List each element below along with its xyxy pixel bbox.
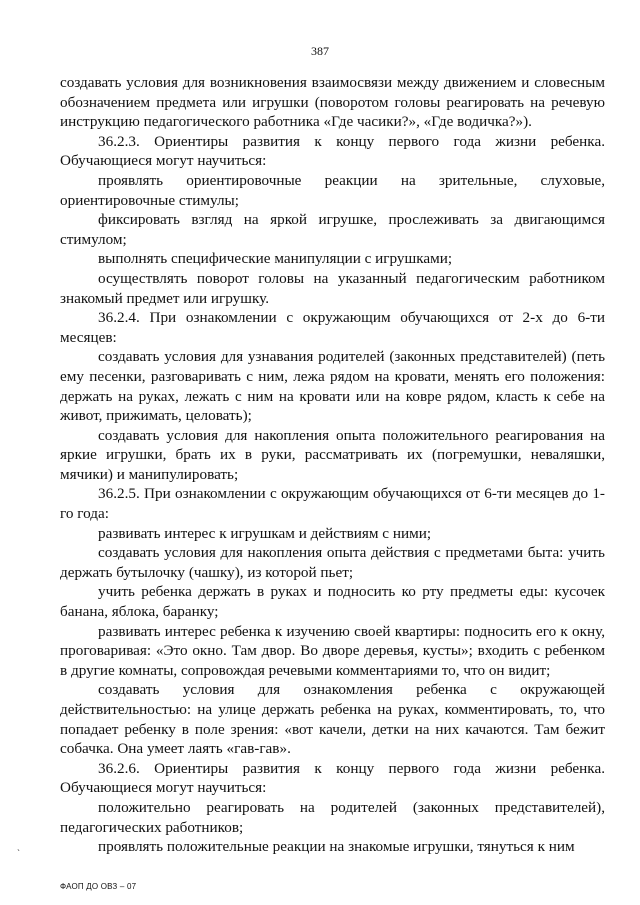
paragraph: выполнять специфические манипуляции с игрушками; bbox=[98, 250, 453, 268]
page-body bbox=[60, 73, 605, 857]
paragraph: учить ребенка держать в руках и подносить ко рту предметы еды: кусочек банана, яблока, баранку; bbox=[60, 583, 605, 621]
paragraph: создавать условия для накопления опыта действия с предметами быта: учить держать бутылочку (чашку), из которой пьет; bbox=[60, 544, 605, 581]
paragraph: проявлять ориентировочные реакции на зрительные, слуховые, ориентировочные стимулы; bbox=[60, 171, 605, 209]
paragraph: осуществлять поворот головы на указанный педагогическим работником знакомый предмет или игрушку. bbox=[60, 269, 605, 307]
paragraph: 36.2.4. При ознакомлении с окружающим обучающихся от 2-х до 6-ти месяцев: bbox=[60, 309, 605, 346]
paragraph: развивать интерес ребенка к изучению своей квартиры: подносить его к окну, проговаривая: «Это окно. Там двор. Во дворе деревья, кусты»; входить с ребенком в другие комнаты, сопровождая речевыми комментариями то, что он видит; bbox=[60, 622, 605, 679]
paragraph: создавать условия для ознакомления ребенка с окружающей действительностью: на улице держать ребенка на руках, комментировать, то, что попадает ребенку в поле зрения: «вот качели, детки на них качаются. Там бежит собачка. Она умеет лаять «гав-гав». bbox=[60, 681, 605, 758]
margin-mark: ˎ bbox=[17, 841, 20, 851]
paragraph: фиксировать взгляд на яркой игрушке, прослеживать за двигающимся стимулом; bbox=[60, 211, 605, 248]
footer-label: ФАОП ДО ОВЗ – 07 bbox=[60, 882, 137, 891]
paragraph: создавать условия для узнавания родителей (законных представителей) (петь ему песенки, разговаривать с ним, лежа рядом на кровати, менять его положения: держать на руках, лежать с ним на кровати или на ковре рядом, класть к себе на живот, прижимать, целовать); bbox=[60, 348, 605, 425]
paragraph: создавать условия для возникновения взаимосвязи между движением и словесным обозначением предмета или игрушки (поворотом головы реагировать на речевую инструкцию педагогического работника «Где часики?», «Где водичка?»). bbox=[60, 74, 605, 131]
paragraph: проявлять положительные реакции на знакомые игрушки, тянуться к ним bbox=[98, 838, 575, 856]
paragraph: развивать интерес к игрушкам и действиям с ними; bbox=[98, 524, 432, 542]
paragraph: положительно реагировать на родителей (законных представителей), педагогических работников; bbox=[60, 798, 605, 836]
paragraph: 36.2.6. Ориентиры развития к концу первого года жизни ребенка. Обучающиеся могут научиться: bbox=[60, 759, 605, 797]
page-number: 387 bbox=[311, 44, 329, 58]
paragraph: создавать условия для накопления опыта положительного реагирования на яркие игрушки, брать их в руки, рассматривать их (погремушки, неваляшки, мячики) и манипулировать; bbox=[60, 426, 605, 483]
paragraph: 36.2.5. При ознакомлении с окружающим обучающихся от 6-ти месяцев до 1-го года: bbox=[60, 485, 605, 523]
paragraph: 36.2.3. Ориентиры развития к концу первого года жизни ребенка. Обучающиеся могут научиться: bbox=[60, 132, 605, 170]
